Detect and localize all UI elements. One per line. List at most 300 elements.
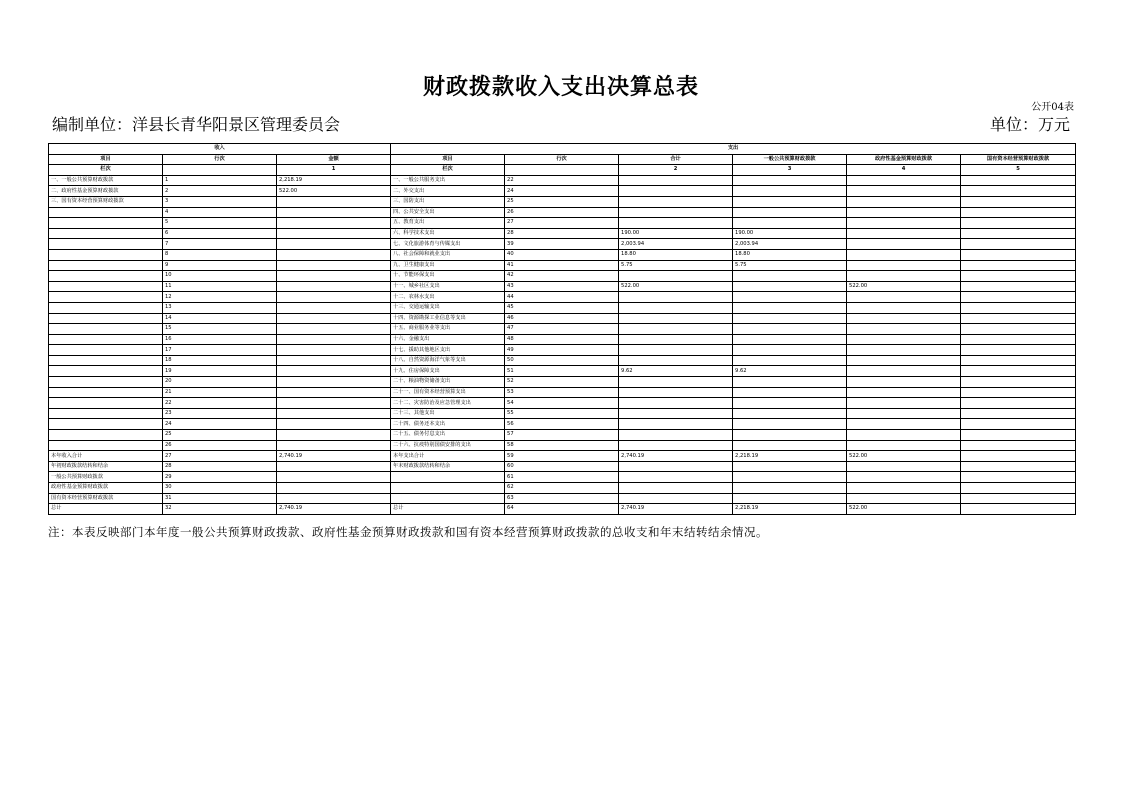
income-line-cell: 3 [163, 196, 277, 207]
expense-capital-cell [961, 398, 1076, 409]
income-col-blank [163, 165, 277, 176]
expense-item-cell: 总计 [391, 504, 505, 515]
expense-fund-cell [847, 419, 961, 430]
income-amount-cell [277, 324, 391, 335]
expense-line-cell: 51 [505, 366, 619, 377]
expense-general-cell: 9.62 [733, 366, 847, 377]
expense-capital-cell [961, 186, 1076, 197]
expense-total-cell [619, 472, 733, 483]
expense-line-cell: 59 [505, 451, 619, 462]
expense-capital-cell [961, 366, 1076, 377]
table-row [49, 228, 1076, 239]
expense-capital-cell [961, 313, 1076, 324]
income-amount-cell [277, 472, 391, 483]
expense-general-cell [733, 196, 847, 207]
expense-fund-cell [847, 355, 961, 366]
expense-general-cell [733, 430, 847, 441]
expense-capital-cell [961, 175, 1076, 186]
income-item-cell [49, 387, 163, 398]
expense-capital-cell [961, 345, 1076, 356]
income-line-cell: 7 [163, 239, 277, 250]
expense-col-no: 2 [619, 165, 733, 176]
expense-capital-cell [961, 324, 1076, 335]
expense-general-cell [733, 440, 847, 451]
expense-line-cell: 28 [505, 228, 619, 239]
expense-line-cell: 58 [505, 440, 619, 451]
income-item-cell [49, 398, 163, 409]
income-amount-cell: 2,218.19 [277, 175, 391, 186]
expense-fund-cell [847, 249, 961, 260]
expense-line-cell: 49 [505, 345, 619, 356]
income-col-label: 栏次 [49, 165, 163, 176]
income-line-cell: 28 [163, 461, 277, 472]
table-row [49, 260, 1076, 271]
expense-line-cell: 62 [505, 483, 619, 494]
income-item-cell [49, 324, 163, 335]
income-item-cell [49, 430, 163, 441]
expense-fund-cell [847, 334, 961, 345]
income-item-cell: 二、政府性基金预算财政拨款 [49, 186, 163, 197]
expense-item-cell [391, 493, 505, 504]
expense-total-cell [619, 313, 733, 324]
expense-total-cell [619, 175, 733, 186]
income-item-cell [49, 281, 163, 292]
table-row [49, 387, 1076, 398]
expense-item-cell: 二十一、国有资本经营预算支出 [391, 387, 505, 398]
table-row [49, 207, 1076, 218]
expense-line-cell: 64 [505, 504, 619, 515]
income-amount-cell [277, 249, 391, 260]
income-item-cell: 三、国有资本经营预算财政拨款 [49, 196, 163, 207]
expense-general-cell [733, 186, 847, 197]
income-amount-cell [277, 218, 391, 229]
expense-capital-cell [961, 387, 1076, 398]
table-row [49, 355, 1076, 366]
expense-total-cell [619, 186, 733, 197]
expense-general-cell [733, 387, 847, 398]
expense-capital-cell [961, 408, 1076, 419]
expense-general-cell: 2,218.19 [733, 504, 847, 515]
expense-capital-cell [961, 334, 1076, 345]
expense-fund-cell [847, 302, 961, 313]
income-item-cell [49, 249, 163, 260]
income-item-cell [49, 377, 163, 388]
table-row [49, 472, 1076, 483]
expense-general-cell [733, 493, 847, 504]
expense-general-cell [733, 281, 847, 292]
expense-line-cell: 63 [505, 493, 619, 504]
expense-line-cell: 27 [505, 218, 619, 229]
expense-fund-cell [847, 175, 961, 186]
form-number: 公开04表 [1031, 102, 1074, 113]
expense-total-cell [619, 207, 733, 218]
expense-general-cell [733, 377, 847, 388]
expense-item-cell: 五、教育支出 [391, 218, 505, 229]
expense-general-cell [733, 313, 847, 324]
table-row [49, 408, 1076, 419]
expense-fund-cell [847, 313, 961, 324]
expense-capital-cell [961, 493, 1076, 504]
budget-table [48, 143, 1076, 515]
expense-line-cell: 48 [505, 334, 619, 345]
income-item-cell [49, 218, 163, 229]
expense-item-cell: 九、卫生健康支出 [391, 260, 505, 271]
expense-item-cell: 二十五、债务付息支出 [391, 430, 505, 441]
income-amount-cell [277, 440, 391, 451]
expense-item-cell [391, 483, 505, 494]
expense-general-cell [733, 345, 847, 356]
expense-capital-header: 国有资本经营预算财政拨款 [961, 154, 1076, 165]
income-item-cell [49, 419, 163, 430]
expense-fund-cell [847, 292, 961, 303]
income-amount-cell: 2,740.19 [277, 451, 391, 462]
expense-total-cell [619, 430, 733, 441]
expense-general-cell: 190.00 [733, 228, 847, 239]
expense-fund-cell [847, 218, 961, 229]
income-line-cell: 19 [163, 366, 277, 377]
expense-item-cell: 十三、交通运输支出 [391, 302, 505, 313]
income-line-cell: 1 [163, 175, 277, 186]
income-item-cell [49, 260, 163, 271]
expense-total-cell [619, 271, 733, 282]
expense-total-cell [619, 440, 733, 451]
income-amount-header: 金额 [277, 154, 391, 165]
expense-fund-cell [847, 186, 961, 197]
income-amount-cell: 2,740.19 [277, 504, 391, 515]
expense-fund-cell [847, 461, 961, 472]
expense-item-cell: 二十、粮油物资储备支出 [391, 377, 505, 388]
expense-total-cell [619, 461, 733, 472]
expense-fund-cell [847, 398, 961, 409]
expense-general-cell: 2,003.94 [733, 239, 847, 250]
expense-capital-cell [961, 504, 1076, 515]
page-title: 财政拨款收入支出决算总表 [422, 74, 699, 100]
table-row [49, 504, 1076, 515]
income-amount-cell [277, 483, 391, 494]
expense-line-cell: 40 [505, 249, 619, 260]
expense-capital-cell [961, 483, 1076, 494]
column-number-row [49, 165, 1076, 176]
expense-col-no: 5 [961, 165, 1076, 176]
table-row [49, 249, 1076, 260]
expense-fund-cell [847, 483, 961, 494]
expense-line-cell: 24 [505, 186, 619, 197]
expense-total-cell [619, 218, 733, 229]
income-line-cell: 10 [163, 271, 277, 282]
expense-general-cell [733, 398, 847, 409]
expense-capital-cell [961, 281, 1076, 292]
expense-item-cell: 十四、资源勘探工业信息等支出 [391, 313, 505, 324]
table-row [49, 345, 1076, 356]
table-body [49, 175, 1076, 514]
income-item-cell [49, 366, 163, 377]
expense-capital-cell [961, 196, 1076, 207]
income-amount-cell [277, 387, 391, 398]
income-amount-cell [277, 281, 391, 292]
table-row [49, 292, 1076, 303]
income-item-cell [49, 239, 163, 250]
income-amount-cell [277, 345, 391, 356]
income-line-cell: 18 [163, 355, 277, 366]
income-item-cell: 总计 [49, 504, 163, 515]
expense-fund-cell [847, 271, 961, 282]
expense-line-cell: 60 [505, 461, 619, 472]
expense-line-cell: 39 [505, 239, 619, 250]
income-item-header: 项目 [49, 154, 163, 165]
income-line-cell: 15 [163, 324, 277, 335]
expense-line-cell: 56 [505, 419, 619, 430]
expense-general-cell [733, 472, 847, 483]
expense-total-cell [619, 302, 733, 313]
income-line-cell: 32 [163, 504, 277, 515]
expense-total-cell [619, 483, 733, 494]
expense-general-cell [733, 271, 847, 282]
expense-general-cell [733, 324, 847, 335]
table-row [49, 196, 1076, 207]
income-amount-cell [277, 366, 391, 377]
expense-capital-cell [961, 207, 1076, 218]
income-amount-cell [277, 313, 391, 324]
table-row [49, 493, 1076, 504]
expense-item-cell: 七、文化旅游体育与传媒支出 [391, 239, 505, 250]
expense-line-cell: 26 [505, 207, 619, 218]
income-line-cell: 25 [163, 430, 277, 441]
income-line-cell: 2 [163, 186, 277, 197]
expense-total-cell [619, 387, 733, 398]
expense-total-cell [619, 334, 733, 345]
expense-total-header: 合计 [619, 154, 733, 165]
expense-item-cell: 四、公共安全支出 [391, 207, 505, 218]
table-row [49, 271, 1076, 282]
expense-item-header: 项目 [391, 154, 505, 165]
income-line-cell: 9 [163, 260, 277, 271]
table-row [49, 334, 1076, 345]
expense-capital-cell [961, 228, 1076, 239]
table-row [49, 281, 1076, 292]
income-item-cell [49, 271, 163, 282]
table-row [49, 313, 1076, 324]
income-item-cell [49, 302, 163, 313]
expense-col-no: 4 [847, 165, 961, 176]
expense-total-cell: 522.00 [619, 281, 733, 292]
expense-line-cell: 50 [505, 355, 619, 366]
expense-item-cell: 二、外交支出 [391, 186, 505, 197]
expense-total-cell: 2,740.19 [619, 504, 733, 515]
income-line-cell: 13 [163, 302, 277, 313]
income-amount-cell [277, 334, 391, 345]
income-item-cell [49, 345, 163, 356]
expense-item-cell: 二十六、抗疫特别国债安排的支出 [391, 440, 505, 451]
income-line-cell: 29 [163, 472, 277, 483]
income-amount-cell [277, 271, 391, 282]
expense-total-cell [619, 324, 733, 335]
expense-capital-cell [961, 440, 1076, 451]
expense-line-cell: 25 [505, 196, 619, 207]
expense-total-cell: 18.80 [619, 249, 733, 260]
expense-total-cell: 2,740.19 [619, 451, 733, 462]
expense-line-cell: 46 [505, 313, 619, 324]
income-amount-cell [277, 228, 391, 239]
income-item-cell [49, 440, 163, 451]
income-line-cell: 24 [163, 419, 277, 430]
table-row [49, 218, 1076, 229]
expense-fund-cell [847, 440, 961, 451]
expense-general-header: 一般公共预算财政拨款 [733, 154, 847, 165]
income-item-cell [49, 207, 163, 218]
income-line-header: 行次 [163, 154, 277, 165]
expense-fund-cell [847, 260, 961, 271]
income-item-cell: 年初财政拨款结转和结余 [49, 461, 163, 472]
expense-line-cell: 45 [505, 302, 619, 313]
expense-item-cell: 十五、商业服务业等支出 [391, 324, 505, 335]
expense-fund-header: 政府性基金预算财政拨款 [847, 154, 961, 165]
expense-item-cell: 本年支出合计 [391, 451, 505, 462]
expense-line-cell: 44 [505, 292, 619, 303]
table-row [49, 430, 1076, 441]
income-line-cell: 20 [163, 377, 277, 388]
expense-item-cell: 二十三、其他支出 [391, 408, 505, 419]
column-header-row [49, 154, 1076, 165]
income-line-cell: 14 [163, 313, 277, 324]
income-item-cell: 政府性基金预算财政拨款 [49, 483, 163, 494]
expense-general-cell: 5.75 [733, 260, 847, 271]
expense-line-cell: 57 [505, 430, 619, 441]
table-row [49, 175, 1076, 186]
income-amount-cell [277, 493, 391, 504]
expense-item-cell: 三、国防支出 [391, 196, 505, 207]
expense-total-cell: 5.75 [619, 260, 733, 271]
expense-total-cell [619, 398, 733, 409]
expense-item-cell: 六、科学技术支出 [391, 228, 505, 239]
expense-fund-cell: 522.00 [847, 281, 961, 292]
income-line-cell: 5 [163, 218, 277, 229]
table-row [49, 451, 1076, 462]
expense-general-cell: 18.80 [733, 249, 847, 260]
expense-total-cell [619, 196, 733, 207]
table-row [49, 440, 1076, 451]
expense-general-cell [733, 355, 847, 366]
income-line-cell: 21 [163, 387, 277, 398]
income-item-cell: 国有资本经营预算财政拨款 [49, 493, 163, 504]
income-line-cell: 31 [163, 493, 277, 504]
table-row [49, 419, 1076, 430]
expense-item-cell: 十七、援助其他地区支出 [391, 345, 505, 356]
expense-item-cell: 八、社会保障和就业支出 [391, 249, 505, 260]
expense-capital-cell [961, 292, 1076, 303]
expense-fund-cell [847, 366, 961, 377]
expense-fund-cell [847, 239, 961, 250]
currency-unit: 单位：万元 [989, 115, 1070, 134]
income-line-cell: 4 [163, 207, 277, 218]
income-item-cell [49, 228, 163, 239]
income-line-cell: 16 [163, 334, 277, 345]
income-line-cell: 6 [163, 228, 277, 239]
expense-total-cell [619, 408, 733, 419]
income-line-cell: 26 [163, 440, 277, 451]
expense-fund-cell [847, 228, 961, 239]
income-line-cell: 11 [163, 281, 277, 292]
income-amount-cell [277, 292, 391, 303]
income-amount-cell [277, 196, 391, 207]
expense-capital-cell [961, 451, 1076, 462]
expense-fund-cell [847, 207, 961, 218]
expense-line-cell: 55 [505, 408, 619, 419]
expense-total-cell [619, 292, 733, 303]
expense-section-header: 支出 [391, 144, 1076, 155]
table-row [49, 366, 1076, 377]
expense-item-cell: 十二、农林水支出 [391, 292, 505, 303]
table-row [49, 461, 1076, 472]
footnote: 注：本表反映部门本年度一般公共预算财政拨款、政府性基金预算财政拨款和国有资本经营预算财政拨款的总收支和年末结转结余情况。 [48, 525, 768, 539]
income-amount-cell: 522.00 [277, 186, 391, 197]
expense-capital-cell [961, 472, 1076, 483]
income-line-cell: 17 [163, 345, 277, 356]
expense-total-cell [619, 493, 733, 504]
expense-general-cell [733, 175, 847, 186]
table-row [49, 483, 1076, 494]
expense-total-cell [619, 355, 733, 366]
expense-general-cell [733, 461, 847, 472]
income-amount-cell [277, 430, 391, 441]
income-item-cell [49, 355, 163, 366]
table-row [49, 239, 1076, 250]
expense-capital-cell [961, 355, 1076, 366]
expense-fund-cell [847, 408, 961, 419]
expense-total-cell [619, 419, 733, 430]
expense-line-cell: 47 [505, 324, 619, 335]
expense-line-cell: 54 [505, 398, 619, 409]
expense-general-cell [733, 207, 847, 218]
expense-item-cell: 一、一般公共服务支出 [391, 175, 505, 186]
expense-capital-cell [961, 377, 1076, 388]
expense-item-cell: 二十四、债务还本支出 [391, 419, 505, 430]
expense-total-cell: 190.00 [619, 228, 733, 239]
income-amount-cell [277, 419, 391, 430]
expense-item-cell: 十八、自然资源海洋气象等支出 [391, 355, 505, 366]
expense-total-cell [619, 377, 733, 388]
expense-fund-cell: 522.00 [847, 451, 961, 462]
income-amount-cell [277, 398, 391, 409]
expense-general-cell [733, 292, 847, 303]
expense-fund-cell [847, 387, 961, 398]
income-item-cell [49, 408, 163, 419]
income-item-cell: 本年收入合计 [49, 451, 163, 462]
income-col-no: 1 [277, 165, 391, 176]
expense-line-cell: 53 [505, 387, 619, 398]
expense-general-cell [733, 334, 847, 345]
table-row [49, 377, 1076, 388]
expense-fund-cell [847, 472, 961, 483]
expense-item-cell: 十一、城乡社区支出 [391, 281, 505, 292]
income-amount-cell [277, 302, 391, 313]
income-amount-cell [277, 377, 391, 388]
expense-capital-cell [961, 260, 1076, 271]
expense-item-cell: 二十二、灾害防治及应急管理支出 [391, 398, 505, 409]
income-line-cell: 12 [163, 292, 277, 303]
expense-item-cell: 年末财政拨款结转和结余 [391, 461, 505, 472]
table-row [49, 324, 1076, 335]
income-line-cell: 22 [163, 398, 277, 409]
expense-capital-cell [961, 239, 1076, 250]
expense-general-cell [733, 302, 847, 313]
expense-fund-cell [847, 196, 961, 207]
expense-total-cell: 9.62 [619, 366, 733, 377]
expense-item-cell: 十九、住房保障支出 [391, 366, 505, 377]
expense-line-cell: 42 [505, 271, 619, 282]
table-row [49, 302, 1076, 313]
income-line-cell: 30 [163, 483, 277, 494]
expense-item-cell: 十六、金融支出 [391, 334, 505, 345]
